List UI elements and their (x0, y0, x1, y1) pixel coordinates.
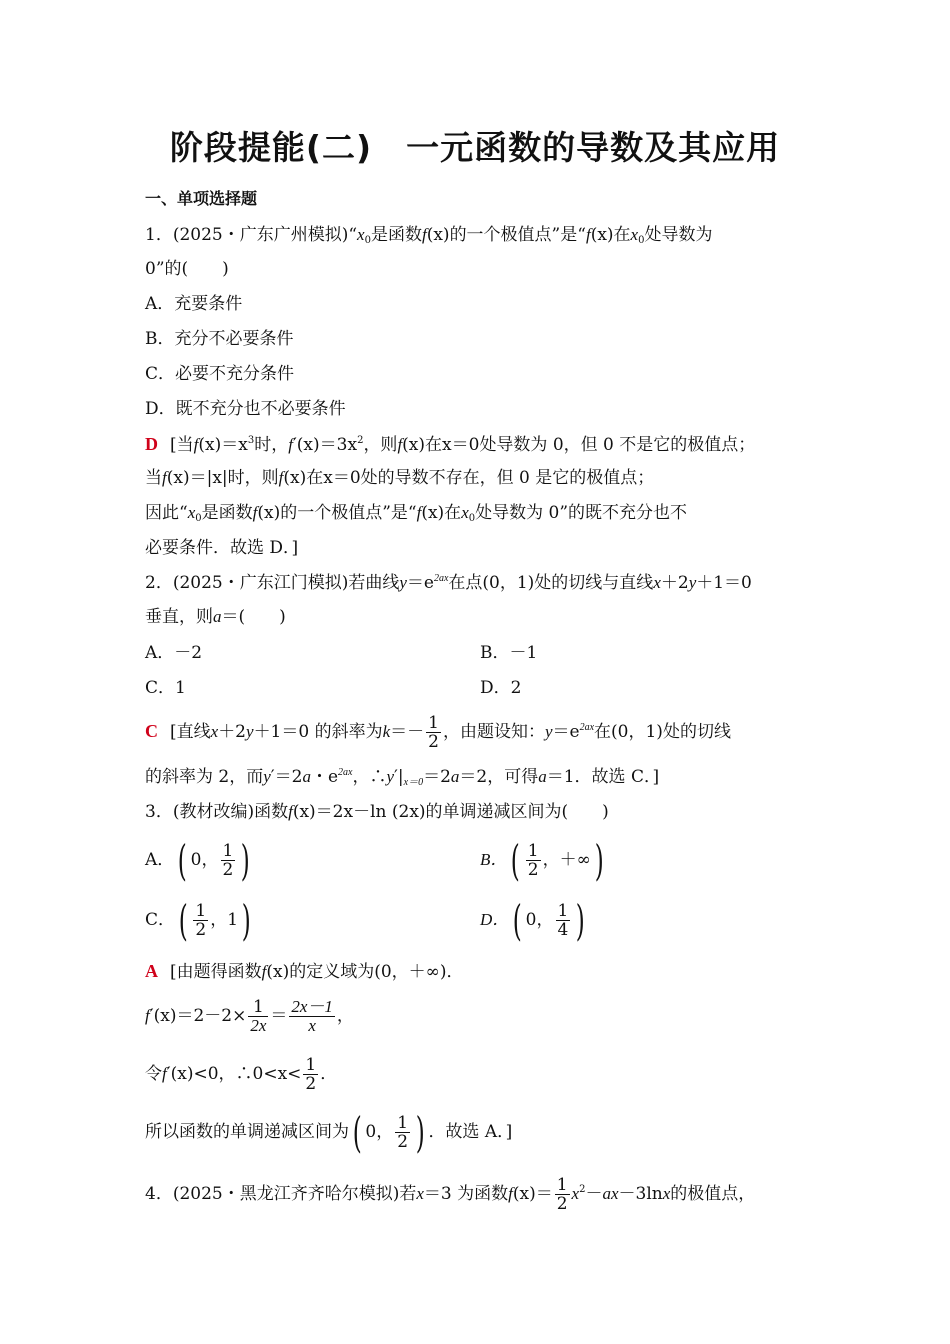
q1-stem-line2: 0”的( ) (145, 259, 229, 279)
q1-option-d: D．既不充分也不必要条件 (145, 399, 346, 419)
q2-option-b: B．－1 (480, 643, 538, 663)
q2-stem-line2: 垂直，则a＝( ) (145, 607, 286, 627)
q1-solution-line4: 必要条件．故选 D．] (145, 538, 299, 558)
q2-solution-line1: C [直线x＋2y＋1＝0 的斜率为k＝－ $\frac{1}{2}$ ，由题设知：$y=e^{2ax}$在(0，1)处的切线 (145, 713, 731, 752)
q2-option-d: D．2 (480, 678, 522, 698)
q3-option-a: A．( 0， $\frac{1}{2}$ ) (145, 835, 251, 885)
q4-stem-line1: 4．(2025・黑龙江齐齐哈尔模拟)若x＝3 为函数f(x)＝ $\frac{1}{2}$ $x^2-ax-3\ln x$的极值点， (145, 1175, 756, 1214)
q1-stem-line1: 1．(2025・广东广州模拟)“$x_0$是函数f(x)的一个极值点”是“f(x)在$x_0$处导数为 (145, 225, 713, 246)
q1-answer: D (145, 434, 158, 454)
q3-solution-line4: 所以函数的单调递减区间为( 0， $\frac{1}{2}$ ) ．故选 A．] (145, 1107, 513, 1157)
q3-solution-line3: 令f′(x)<0，∴0<x< $\frac{1}{2}$ ． (145, 1055, 338, 1094)
q3-option-b: B．( $\frac{1}{2}$ ，＋∞) (480, 835, 604, 885)
q3-solution-line2: f′(x)＝2－2× $\frac{1}{2x}$ ＝ $\frac{2x-1}{x}$ ， (145, 997, 354, 1035)
q1-option-b: B．充分不必要条件 (145, 329, 294, 349)
q2-stem-line1: 2．(2025・广东江门模拟)若曲线$y=e^{2ax}$在点(0，1)处的切线与直线x＋2y＋1＝0 (145, 573, 752, 593)
q2-option-a: A．－2 (145, 643, 203, 663)
q3-stem: 3．(教材改编)函数f(x)＝2x－ln (2x)的单调递减区间为( ) (145, 802, 609, 822)
q1-solution-line3: 因此“$x_0$是函数f(x)的一个极值点”是“f(x)在$x_0$处导数为 0”的既不充分也不 (145, 503, 688, 524)
section-heading: 一、单项选择题 (145, 189, 258, 208)
q1-option-a: A．充要条件 (145, 294, 243, 314)
fraction-one-half: $\frac{1}{2}$ (428, 713, 439, 752)
q1-option-c: C．必要不充分条件 (145, 364, 295, 384)
q2-option-c: C．1 (145, 678, 186, 698)
page-title: 阶段提能(二) 一元函数的导数及其应用 (169, 128, 781, 167)
q3-solution-line1: A [由题得函数f(x)的定义域为(0，＋∞)． (145, 961, 464, 982)
q3-option-c: C．( $\frac{1}{2}$ ，1) (145, 895, 251, 945)
q3-answer: A (145, 961, 158, 981)
q2-solution-line2: 的斜率为 2，而y′＝2a・$e^{2ax}$，$\therefore y'|_{x=0}=2a=2$，可得a＝1．故选 C．] (145, 767, 660, 788)
q1-solution-line2: 当f(x)＝|x|时，则f(x)在x＝0处的导数不存在，但 0 是它的极值点； (145, 468, 655, 488)
q1-solution-line1: D [当$f(x)=x^3$时，$f'(x)=3x^2$，则f(x)在x＝0处导数为 0，但 0 不是它的极值点； (145, 434, 756, 455)
q2-answer: C (145, 721, 158, 741)
q3-option-d: D．( 0， $\frac{1}{4}$ ) (480, 895, 586, 945)
